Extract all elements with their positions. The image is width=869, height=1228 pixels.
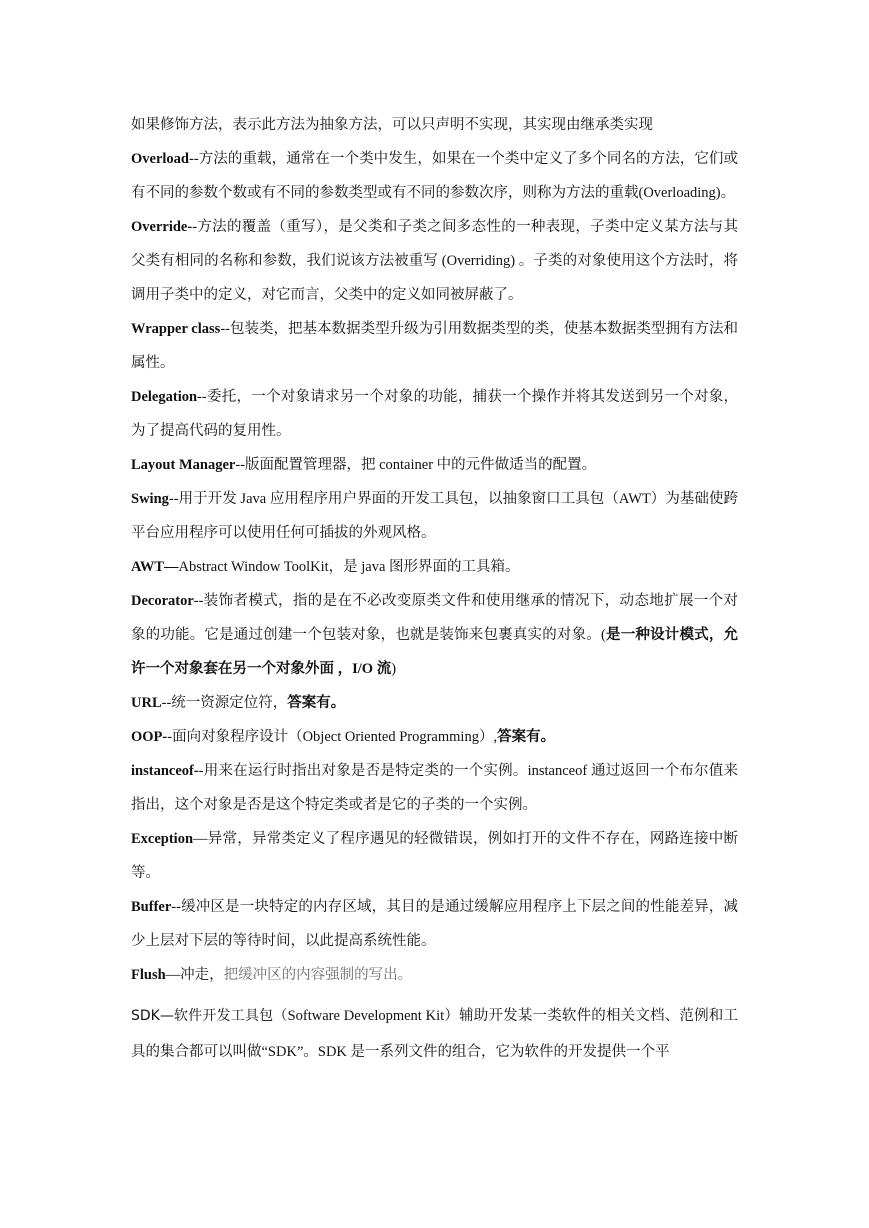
- term-delegation: Delegation: [131, 389, 198, 405]
- definition-layout-manager: --版面配置管理器，把 container 中的元件做适当的配置。: [235, 457, 597, 473]
- term-oop: OOP-: [131, 729, 168, 745]
- paragraph-delegation: [131, 380, 738, 448]
- paragraph-wrapper-class: [131, 312, 738, 380]
- term-layout-manager: Layout Manager: [131, 457, 236, 473]
- term-overload: Overload: [131, 151, 189, 167]
- paragraph-layout-manager: [131, 448, 738, 482]
- term-sdk: SDK—软件开发工具包（: [131, 1008, 288, 1024]
- paragraph-buffer: [131, 890, 738, 958]
- definition-delegation: --委托，一个对象请求另一个对象的功能，捕获一个操作并将其发送到另一个对象，为了提高代码的复用性。: [131, 389, 738, 439]
- definition-awt: Abstract Window ToolKit，是 java 图形界面的工具箱。: [178, 559, 520, 575]
- paragraph-url: [131, 686, 738, 720]
- term-wrapper-class: Wrapper class: [131, 321, 221, 337]
- term-buffer: Buffer: [131, 899, 172, 915]
- definition-overload: --方法的重载，通常在一个类中发生，如果在一个类中定义了多个同名的方法，它们或有不同的参数个数或有不同的参数类型或有不同的参数次序，则称为方法的重载(Overloading)。: [131, 151, 738, 201]
- term-instanceof: instanceof-: [131, 763, 199, 779]
- document-page: [131, 108, 738, 1070]
- term-exception: Exception: [131, 831, 194, 847]
- paragraph-override: [131, 210, 738, 312]
- paragraph-text: 如果修饰方法，表示此方法为抽象方法，可以只声明不实现，其实现由继承类实现: [131, 117, 653, 133]
- term-swing: Swing: [131, 491, 169, 507]
- definition-wrapper-class: --包装类，把基本数据类型升级为引用数据类型的类，使基本数据类型拥有方法和属性。: [131, 321, 738, 371]
- url-answer-note: 答案有。: [287, 695, 346, 711]
- definition-oop: -面向对象程序设计（Object Oriented Programming）,: [167, 729, 498, 745]
- term-decorator: Decorator: [131, 593, 194, 609]
- term-override: Override-: [131, 219, 193, 235]
- paragraph-abstract-method: [131, 108, 738, 142]
- definition-flush: —冲走，: [165, 967, 224, 983]
- paragraph-sdk: [131, 998, 738, 1070]
- paragraph-instanceof: [131, 754, 738, 822]
- term-flush: Flush: [131, 967, 166, 983]
- definition-exception: —异常，异常类定义了程序遇见的轻微错误，例如打开的文件不存在，网路连接中断等。: [131, 831, 738, 881]
- paragraph-exception: [131, 822, 738, 890]
- paragraph-oop: [131, 720, 738, 754]
- definition-override: -方法的覆盖（重写），是父类和子类之间多态性的一种表现，子类中定义某方法与其父类有相同的名称和参数，我们说该方法被重写 (Overriding) 。子类的对象使用这个方法时，将调用子类中的定义，对它而言，父类中的定义如同被屏蔽了。: [131, 219, 738, 303]
- term-awt: AWT—: [131, 559, 179, 575]
- paragraph-decorator: [131, 584, 738, 686]
- paragraph-overload: [131, 142, 738, 210]
- decorator-note-close: ): [391, 661, 397, 677]
- definition-decorator: --装饰者模式，指的是在不必改变原类文件和使用继承的情况下，动态地扩展一个对象的功能。它是通过创建一个包装对象，也就是装饰来包裹真实的对象。(: [131, 593, 738, 643]
- paragraph-flush: [131, 958, 738, 992]
- definition-swing: --用于开发 Java 应用程序用户界面的开发工具包，以抽象窗口工具包（AWT）为基础使跨平台应用程序可以使用任何可插拔的外观风格。: [131, 491, 738, 541]
- paragraph-awt: [131, 550, 738, 584]
- oop-answer-note: 答案有。: [497, 729, 556, 745]
- definition-sdk: Software Development Kit）辅助开发某一类软件的相关文档、范例和工具的集合都可以叫做“SDK”。SDK 是一系列文件的组合，它为软件的开发提供一个平: [131, 1008, 738, 1060]
- definition-instanceof: -用来在运行时指出对象是否是特定类的一个实例。instanceof 通过返回一个布尔值来指出，这个对象是否是这个特定类或者是它的子类的一个实例。: [131, 763, 738, 813]
- term-url: URL: [131, 695, 162, 711]
- decorator-note: 是一种设计模式，允许一个对象套在另一个对象外面 ，I/O 流: [131, 627, 739, 677]
- definition-buffer: --缓冲区是一块特定的内存区域，其目的是通过缓解应用程序上下层之间的性能差异，减少上层对下层的等待时间，以此提高系统性能。: [131, 899, 738, 949]
- flush-description: 把缓冲区的内容强制的写出。: [223, 967, 413, 983]
- definition-url: --统一资源定位符，: [161, 695, 288, 711]
- paragraph-swing: [131, 482, 738, 550]
